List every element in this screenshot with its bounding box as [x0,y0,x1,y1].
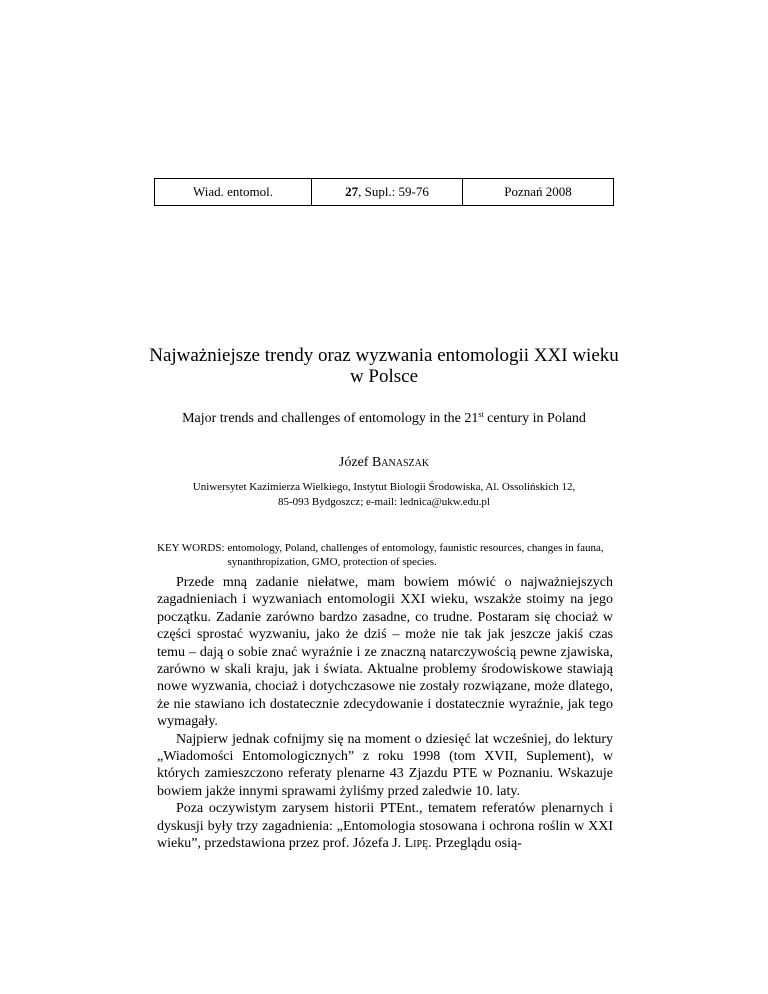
english-title-superscript: st [478,410,484,419]
body-text [157,574,613,853]
english-title-end: century in Poland [483,411,586,426]
journal-name: Wiad. entomol. [155,179,312,205]
author-first-name: Józef [338,455,372,470]
article-title [110,345,658,387]
paragraph-3-start: Poza oczywistym zarysem historii PTEnt., tematem referatów plenarnych i dyskusji były trzy zagadnienia: „Entomologia stosowana i ochrona roślin w XXI wieku”, przedstawiona przez prof. Józefa J. [157,801,613,852]
paragraph-2: Najpierw jednak cofnijmy się na moment o dziesięć lat wcześniej, do lektury „Wiadomości Entomologicznych” z roku 1998 (tom XVII, Suplement), w których zamieszczono referaty plenarne 43 Zjazdu PTE w Poznaniu. Wskazuje bowiem jakże innymi sprawami żyliśmy przed zaledwie 10. laty. [157,731,613,799]
author-last-name: Banaszak [371,455,430,470]
keywords-label: KEY WORDS: [157,542,225,554]
paragraph-1: Przede mną zadanie niełatwe, mam bowiem mówić o najważniejszych zagadnieniach i wyzwaniach entomologii XXI wieku, wszakże stoimy na jego początku. Zadanie zarówno bardzo zasadne, co trudne. Postaram się chociaż w części sprostać wyzwaniu, jako że dziś – może nie tak jak jeszcze jakiś czas temu – dają o sobie znać wyraźnie i ze znaczną natarczywością pewne zjawiska, zarówno w skali kraju, jak i świata. Aktualne problemy środowiskowe stawiają nowe wyzwania, chociaż i dotychczasowe nie zostały rozwiązane, może dlatego, że nie stawiano ich dostatecznie zdecydowanie i dostatecznie wyraźnie, jak tego wymagały. [157,575,613,730]
keywords-text: entomology, Poland, challenges of entomology, faunistic resources, changes in fauna, synanthropization, GMO, protection of species. [227,542,604,568]
keywords [157,541,617,569]
journal-header-table [154,178,614,206]
affiliation-line-1: Uniwersytet Kazimierza Wielkiego, Instytut Biologii Środowiska, Al. Ossolińskich 12, [192,481,576,493]
volume-pages [312,179,463,205]
volume-number: 27 [345,184,359,199]
paragraph-3 [157,800,613,852]
place-year: Poznań 2008 [504,184,572,199]
paragraph-3-end: . Przeglądu osią- [428,836,522,852]
title-line-1: Najważniejsze trendy oraz wyzwania entomologii XXI wieku [149,345,619,366]
cited-author-name: Lipę [404,836,429,852]
author [110,455,658,471]
english-title [110,411,658,427]
affiliation-line-2: 85-093 Bydgoszcz; e-mail: lednica@ukw.edu.pl [278,496,490,508]
affiliation [110,480,658,510]
page-range: , Supl.: 59-76 [358,184,429,199]
english-title-start: Major trends and challenges of entomology in the 21 [182,411,479,426]
title-line-2: w Polsce [349,366,419,387]
